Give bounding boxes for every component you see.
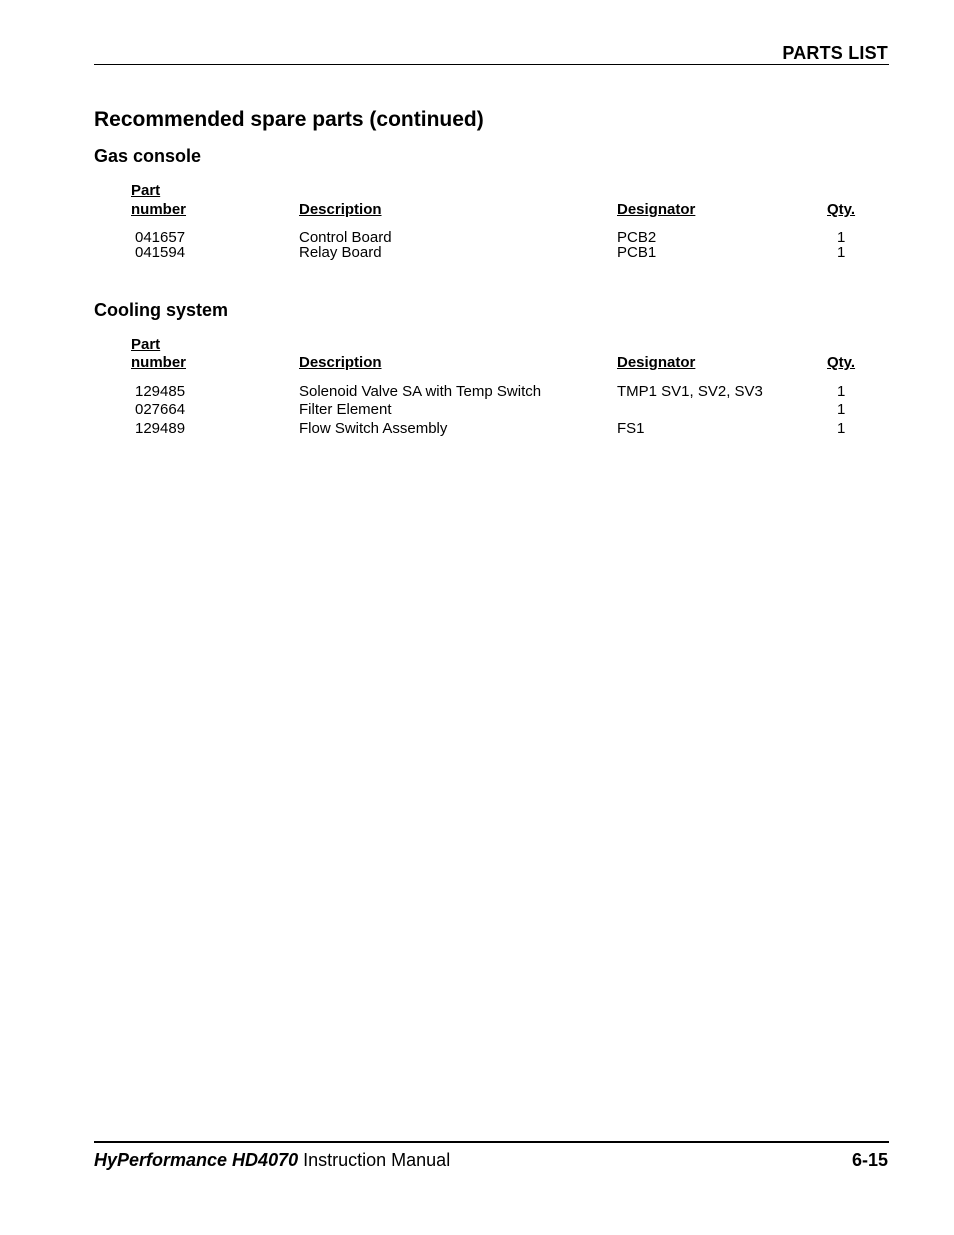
part-description: Solenoid Valve SA with Temp Switch [299,383,542,400]
column-header-part: Part [131,336,161,353]
footer-rule [94,1141,889,1143]
part-qty: 1 [837,420,846,437]
part-description: Flow Switch Assembly [299,420,448,437]
page-title: Recommended spare parts (continued) [94,108,484,131]
column-header-description: Description [299,354,382,371]
part-designator: PCB2 [617,229,657,246]
part-description: Filter Element [299,401,392,418]
footer-manual-title [94,1150,450,1171]
part-designator: FS1 [617,420,645,437]
header-rule [94,64,889,65]
part-number: 041657 [135,229,186,246]
column-header-number: number [131,201,187,218]
part-qty: 1 [837,229,846,246]
column-header-designator: Designator [617,354,696,371]
part-qty: 1 [837,244,846,261]
part-number: 027664 [135,401,186,418]
part-qty: 1 [837,401,846,418]
footer-product-name: HyPerformance HD4070 [94,1150,299,1170]
part-number: 129489 [135,420,186,437]
column-header-description: Description [299,201,382,218]
part-description: Control Board [299,229,392,246]
part-number: 129485 [135,383,186,400]
part-qty: 1 [837,383,846,400]
column-header-qty: Qty. [827,201,856,218]
section-title-cooling-system: Cooling system [94,300,229,320]
column-header-part: Part [131,182,161,199]
column-header-qty: Qty. [827,354,856,371]
part-description: Relay Board [299,244,382,261]
part-number: 041594 [135,244,186,261]
column-header-designator: Designator [617,201,696,218]
part-designator: PCB1 [617,244,657,261]
part-designator: TMP1 SV1, SV2, SV3 [617,383,763,400]
section-title-gas-console: Gas console [94,146,202,166]
footer-page-number: 6-15 [851,1150,888,1170]
column-header-number: number [131,354,187,371]
header-section-label: PARTS LIST [782,43,888,63]
footer-manual-label: Instruction Manual [298,1150,451,1170]
